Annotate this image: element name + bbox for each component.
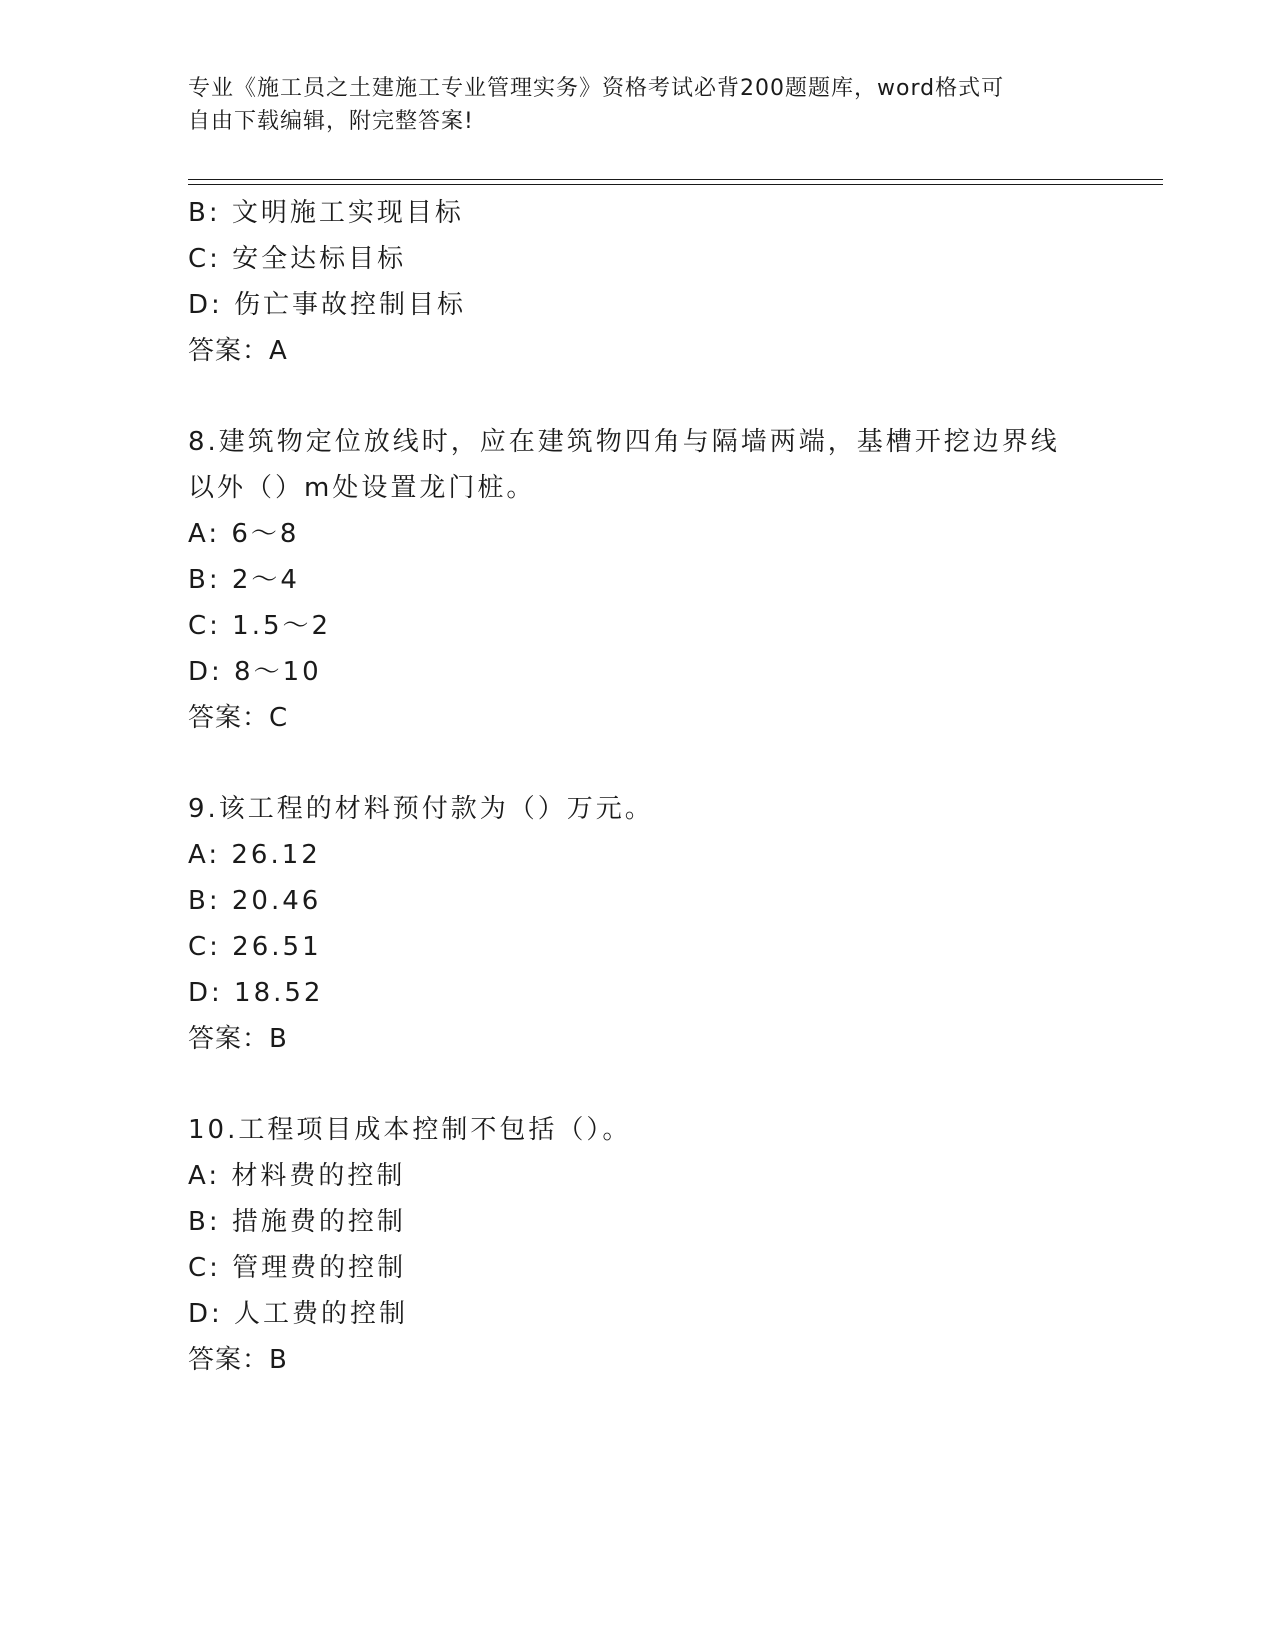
question-block-8 — [188, 419, 1088, 741]
answer-line: 答案：B — [188, 1024, 288, 1054]
option-b: B: 文明施工实现目标 — [188, 198, 464, 228]
question-block-continued — [188, 190, 1088, 374]
header-divider-bottom — [188, 184, 1163, 185]
answer-line: 答案：C — [188, 703, 289, 733]
option-a: A: 材料费的控制 — [188, 1161, 406, 1191]
header-divider-top — [188, 179, 1163, 180]
document-header — [188, 72, 1068, 138]
option-c: C: 管理费的控制 — [188, 1253, 407, 1283]
answer-line: 答案：B — [188, 1345, 288, 1375]
question-block-9 — [188, 786, 1088, 1062]
option-a: A: 6～8 — [188, 519, 300, 549]
spacer — [188, 741, 1088, 786]
question-stem — [188, 419, 1088, 511]
option-d: D: 8～10 — [188, 657, 322, 687]
question-list — [188, 190, 1088, 1383]
option-b: B: 2～4 — [188, 565, 300, 595]
option-c: C: 安全达标目标 — [188, 244, 407, 274]
answer-line: 答案：A — [188, 336, 288, 366]
option-b: B: 措施费的控制 — [188, 1207, 406, 1237]
spacer — [188, 1062, 1088, 1107]
question-block-10 — [188, 1107, 1088, 1383]
question-stem-line-1: 9.该工程的材料预付款为（）万元。 — [188, 794, 654, 824]
header-title-line-1: 专业《施工员之土建施工专业管理实务》资格考试必背200题题库，word格式可 — [188, 76, 1005, 101]
option-b: B: 20.46 — [188, 886, 322, 916]
option-c: C: 1.5～2 — [188, 611, 332, 641]
question-stem — [188, 1107, 1088, 1153]
header-title-line-2: 自由下载编辑，附完整答案! — [188, 109, 474, 134]
spacer — [188, 374, 1088, 419]
question-stem-line-2: 以外（）m处设置龙门桩。 — [188, 473, 536, 503]
question-stem-line-1: 10.工程项目成本控制不包括（）。 — [188, 1115, 632, 1145]
option-d: D: 人工费的控制 — [188, 1299, 409, 1329]
option-a: A: 26.12 — [188, 840, 321, 870]
option-d: D: 18.52 — [188, 978, 324, 1008]
question-stem-line-1: 8.建筑物定位放线时，应在建筑物四角与隔墙两端，基槽开挖边界线 — [188, 427, 1060, 457]
option-c: C: 26.51 — [188, 932, 322, 962]
question-stem — [188, 786, 1088, 832]
option-d: D: 伤亡事故控制目标 — [188, 290, 467, 320]
